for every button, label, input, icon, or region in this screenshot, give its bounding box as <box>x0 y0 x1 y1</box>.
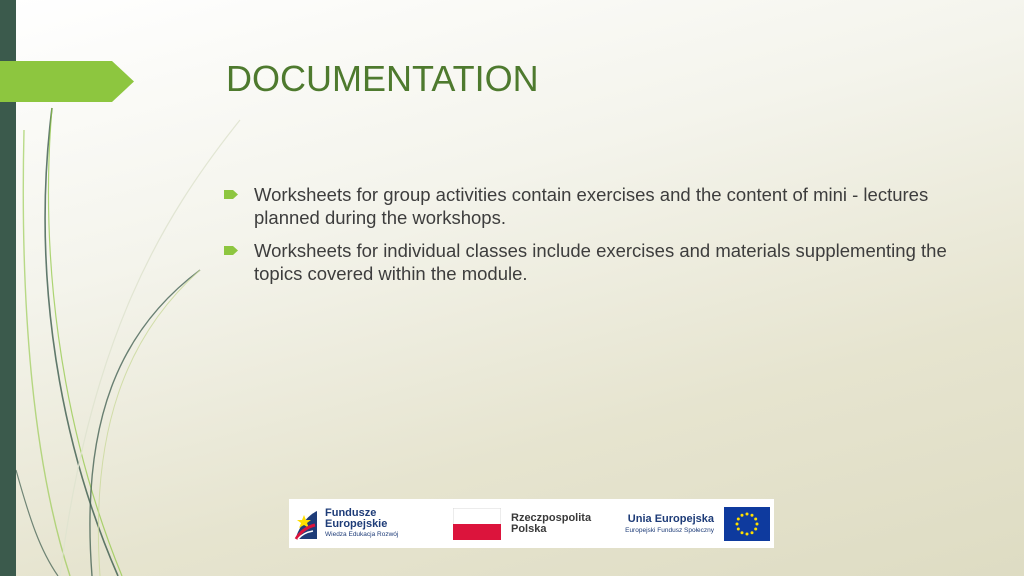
deco-curve-2 <box>49 108 122 576</box>
fundusze-line-3: Wiedza Edukacja Rozwój <box>325 531 399 538</box>
bullet-item <box>224 239 954 285</box>
bullet-text: Worksheets for individual classes include exercises and materials supplementing the topics covered within the module. <box>254 240 947 284</box>
rzeczpospolita-line-1: Rzeczpospolita <box>511 511 592 524</box>
bullet-item <box>224 183 954 229</box>
polish-flag-icon <box>453 508 501 540</box>
bullet-arrow-icon <box>224 190 238 199</box>
slide-title: DOCUMENTATION <box>226 58 539 99</box>
fundusze-line-1: Fundusze <box>325 507 377 519</box>
fundusze-europejskie-logo <box>289 499 453 548</box>
bullet-arrow-icon <box>224 246 238 255</box>
deco-curve-5 <box>98 270 200 576</box>
deco-curve-7 <box>16 470 58 576</box>
fundusze-line-2: Europejskie <box>325 518 388 530</box>
title-accent-tab <box>0 61 134 102</box>
fundusze-europejskie-logo-icon <box>293 507 319 541</box>
unia-europejska-logo <box>613 499 774 548</box>
rzeczpospolita-polska-logo <box>453 499 613 548</box>
unia-line-1: Unia Europejska <box>627 512 714 525</box>
deco-curve-3 <box>23 130 70 576</box>
unia-line-2: Europejski Fundusz Społeczny <box>625 526 714 534</box>
eu-flag-icon <box>724 507 770 541</box>
rzeczpospolita-line-2: Polska <box>511 522 547 535</box>
deco-curve-1 <box>45 108 118 576</box>
bullet-list <box>224 183 954 295</box>
deco-curve-6 <box>60 120 240 576</box>
funding-logo-strip <box>289 499 774 548</box>
deco-curve-4 <box>90 270 200 576</box>
bullet-text: Worksheets for group activities contain exercises and the content of mini - lectures planned during the workshops. <box>254 184 929 228</box>
